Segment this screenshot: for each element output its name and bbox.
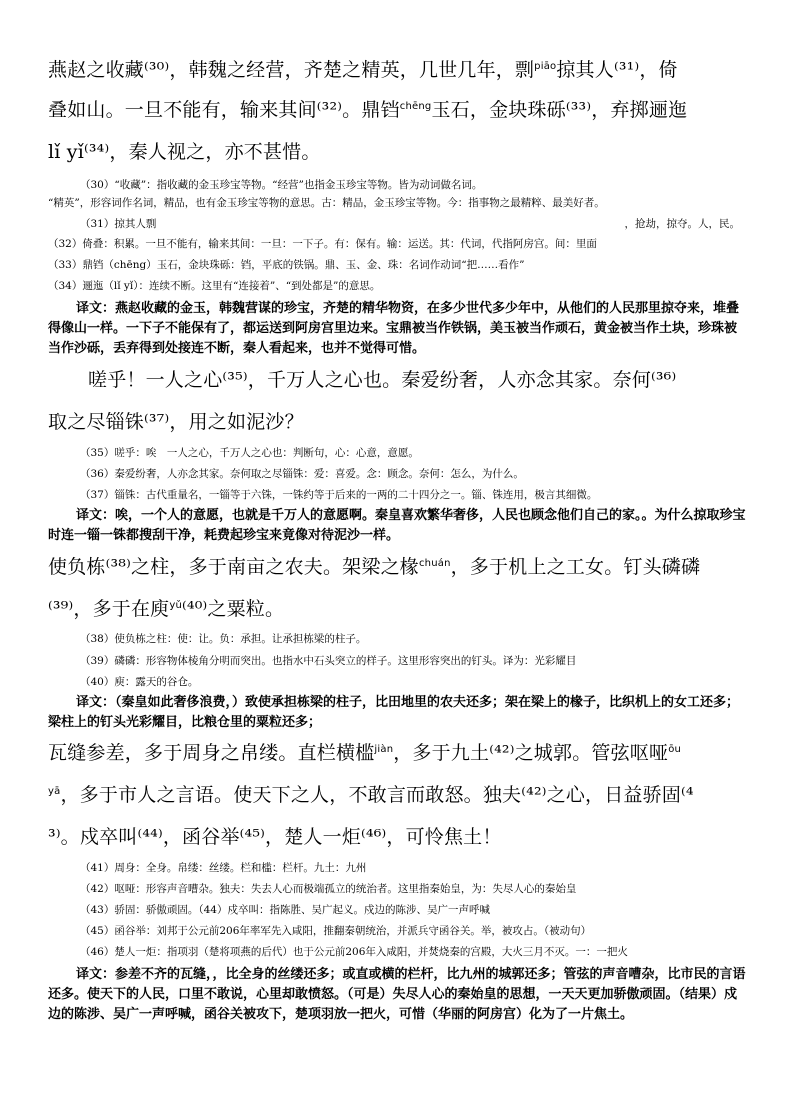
pinyin-annotation: ōu — [668, 744, 682, 755]
pinyin-annotation: chēng — [399, 101, 432, 112]
text-line — [48, 98, 687, 126]
text-segment: 玉石，金块珠砾⁽³³⁾，弃掷逦迤 — [431, 99, 688, 121]
text-segment: ⁽⁴⁰⁾之粟粒。 — [182, 598, 285, 620]
pinyin-annotation: chuán — [418, 558, 451, 569]
footnote: （41）周身：全身。帛缕：丝缕。栏和槛：栏杆。九土：九州 — [80, 862, 367, 874]
translation-text: 译文：（秦皇如此奢侈浪费，）致使承担栋梁的柱子，比田地里的农夫还多；架在梁上的椽子，比织机上的女工还多；梁柱上的钉头光彩耀目，比粮仓里的粟粒还多； — [48, 695, 740, 730]
footnote: “精英”，形容词作名词，精品，也有金玉珍宝等物的意思。古：精品，金玉珍宝等物。今：指事物之最精粹、最美好者。 — [48, 197, 605, 209]
footnote: （38）使负栋之柱：使：让。负：承担。让承担栋梁的柱子。 — [80, 633, 367, 645]
footnote: （39）磷磷：形容物体棱角分明而突出。也指水中石头突立的样子。这里形容突出的钉头。译为：光彩耀目 — [80, 655, 577, 667]
footnote: （32）倚叠：积累。一旦不能有，输来其间：一旦：一下子。有：保有。输：运送。其：代词，代指阿房宫。间：里面 — [48, 238, 597, 250]
translation-paragraph — [48, 693, 748, 733]
text-line: lǐ yǐ⁽³⁴⁾，秦人视之，亦不甚惜。 — [48, 141, 321, 163]
text-line — [48, 783, 694, 811]
text-line: ³⁾。戍卒叫⁽⁴⁴⁾，函谷举⁽⁴⁵⁾，楚人一炬⁽⁴⁶⁾，可怜焦土！ — [48, 826, 502, 848]
text-line — [48, 555, 700, 583]
pinyin-annotation: yā — [48, 786, 61, 797]
footnote-tail: ，抢劫，掠夺。人，民。 — [624, 218, 740, 230]
text-line — [48, 58, 678, 86]
text-segment: ，多于市人之言语。使天下之人，不敢言而敢怒。独夫⁽⁴²⁾之心，日益骄固⁽⁴ — [60, 784, 694, 806]
translation-text: 译文：燕赵收藏的金玉，韩魏营谋的珍宝，齐楚的精华物资，在多少世代多少年中，从他们的人民那里掠夺来，堆叠得像山一样。一下子不能保有了，都运送到阿房宫里边来。宝鼎被当作铁锅，美玉被当作顽石，黄金被当作土块，珍珠被当作沙砾，丢弃得到处接连不断，秦人看起来，也并不觉得可惜。 — [48, 301, 740, 356]
text-segment: 瓦缝参差，多于周身之帛缕。直栏横槛 — [48, 742, 375, 764]
text-line: 取之尽锱铢⁽³⁷⁾，用之如泥沙？ — [48, 411, 304, 433]
pinyin-annotation: yǔ — [169, 600, 183, 611]
footnote: （37）锱铢：古代重量名，一锱等于六铢，一铢约等于后来的一两的二十四分之一。锱、铢连用，极言其细微。 — [80, 489, 598, 501]
text-segment: 掠其人⁽³¹⁾，倚 — [556, 59, 678, 81]
text-segment: ，多于机上之工女。钉头磷磷 — [450, 556, 701, 578]
footnote: （43）骄固：骄傲顽固。（44）戍卒叫：指陈胜、吴广起义。戍边的陈涉、吴广一声呼喊 — [80, 904, 490, 916]
text-line: 嗟乎！一人之心⁽³⁵⁾，千万人之心也。秦爱纷奢，人亦念其家。奈何⁽³⁶⁾ — [88, 369, 677, 391]
footnote: （45）函谷举：刘邦于公元前206年率军先入咸阳，推翻秦朝统治，并派兵守函谷关。举，被攻占。（被动句） — [80, 925, 592, 937]
text-segment: 使负栋⁽³⁸⁾之柱，多于南亩之农夫。架梁之椽 — [48, 556, 419, 578]
text-line — [48, 741, 681, 769]
pinyin-annotation: jiàn — [374, 744, 394, 755]
text-segment: ⁽³⁹⁾，多于在庾 — [48, 598, 170, 620]
footnote: （31）掠其人剽 — [80, 218, 157, 230]
footnote: （35）嗟乎：唉 一人之心，千万人之心也：判断句，心：心意，意愿。 — [80, 447, 419, 459]
footnote: （36）秦爱纷奢，人亦念其家。奈何取之尽锱铢：爱：喜爱。念：顾念。奈何：怎么，为什么。 — [80, 468, 524, 480]
text-line — [48, 597, 284, 625]
translation-text: 译文：唉，一个人的意愿，也就是千万人的意愿啊。秦皇喜欢繁华奢侈，人民也顾念他们自己的家。。为什么掠取珍宝时连一锱一铢都搜刮干净，耗费起珍宝来竟像对待泥沙一样。 — [48, 508, 746, 543]
text-segment: 叠如山。一旦不能有，输来其间⁽³²⁾。鼎铛 — [48, 99, 400, 121]
footnote: （40）庾：露天的谷仓。 — [80, 676, 199, 688]
text-segment: 燕赵之收藏⁽³⁰⁾，韩魏之经营，齐楚之精英，几世几年，剽 — [48, 59, 535, 81]
footnote: （33）鼎铛（chēng）玉石，金块珠砾：铛，平底的铁锅。鼎、玉、金、珠：名词作动词“把……看作” — [48, 259, 525, 271]
footnote: （30）“收藏”：指收藏的金玉珍宝等物。“经营”也指金玉珍宝等物。皆为动词做名词。 — [80, 179, 483, 191]
translation-paragraph — [48, 506, 748, 546]
pinyin-annotation: piāo — [534, 61, 557, 72]
text-segment: ，多于九土⁽⁴²⁾之城郭。管弦呕哑 — [393, 742, 669, 764]
translation-paragraph — [48, 965, 748, 1025]
footnote: （46）楚人一炬：指项羽（楚将项燕的后代）也于公元前206年入咸阳，并焚烧秦的宫殿，大火三月不灭。一：一把火 — [80, 946, 628, 958]
footnote: （42）呕哑：形容声音嘈杂。独夫：失去人心而极端孤立的统治者。这里指秦始皇，为：失尽人心的秦始皇 — [80, 883, 577, 895]
footnote: （34）逦迤（lǐ yǐ）：连续不断。这里有“连接着”、“到处都是”的意思。 — [48, 280, 381, 292]
translation-text: 译文：参差不齐的瓦缝，，比全身的丝缕还多；或直或横的栏杆，比九州的城郭还多；管弦的声音嘈杂，比市民的言语还多。使天下的人民，口里不敢说，心里却敢愤怒。（可是）失尽人心的秦始皇的思想，一天天更加骄傲顽固。（结果）戍边的陈涉、吴广一声呼喊，函谷关被攻下，楚项羽放一把火，可惜（华丽的阿房宫）化为了一片焦土。 — [48, 967, 746, 1022]
translation-paragraph — [48, 299, 748, 359]
